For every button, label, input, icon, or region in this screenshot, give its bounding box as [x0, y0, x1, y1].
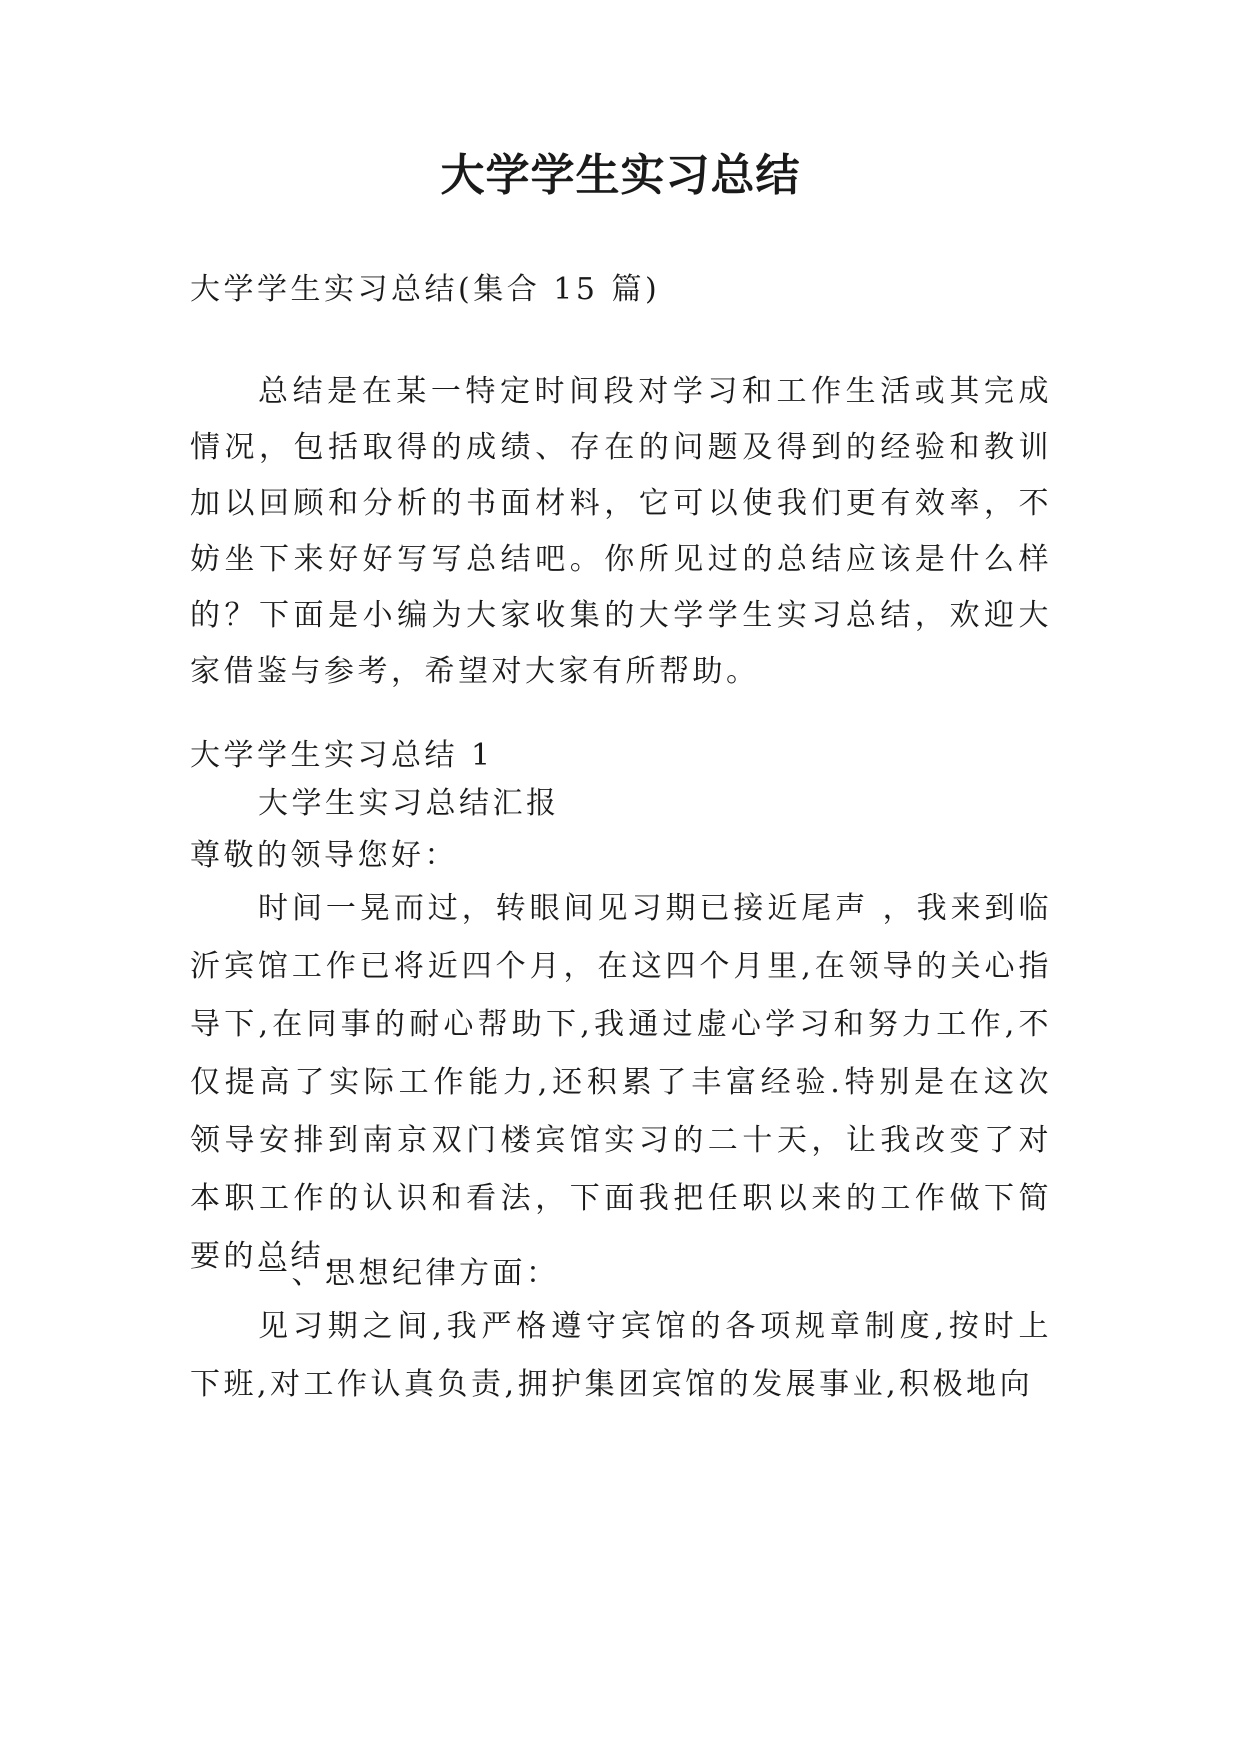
intro-paragraph: 总结是在某一特定时间段对学习和工作生活或其完成情况，包括取得的成绩、存在的问题及得到的经验和教训加以回顾和分析的书面材料，它可以使我们更有效率，不妨坐下来好好写写总结吧。你所见过的总结应该是什么样的？下面是小编为大家收集的大学学生实习总结，欢迎大家借鉴与参考，希望对大家有所帮助。 — [190, 374, 1052, 689]
body-paragraph-continued: 见习期之间,我严格遵守宾馆的各项规章制度,按时上下班,对工作认真负责,拥护集团宾馆的发展事业,积极地向 — [190, 1309, 1052, 1402]
salutation: 尊敬的领导您好： — [190, 838, 458, 873]
report-title: 大学生实习总结汇报 — [258, 786, 560, 821]
document-title: 大学学生实习总结 — [440, 150, 801, 201]
point-heading: 一、思想纪律方面： — [258, 1256, 560, 1291]
section-heading: 大学学生实习总结 1 — [190, 738, 494, 773]
body-paragraph: 时间一晃而过，转眼间见习期已接近尾声 ，我来到临沂宾馆工作已将近四个月，在这四个月里,在领导的关心指导下,在同事的耐心帮助下,我通过虚心学习和努力工作,不仅提高了实际工作能力,还积累了丰富经验.特别是在这次领导安排到南京双门楼宾馆实习的二十天，让我改变了对本职工作的认识和看法，下面我把任职以来的工作做下简要的总结. — [190, 891, 1052, 1274]
document-subtitle: 大学学生实习总结(集合 15 篇) — [190, 272, 661, 307]
